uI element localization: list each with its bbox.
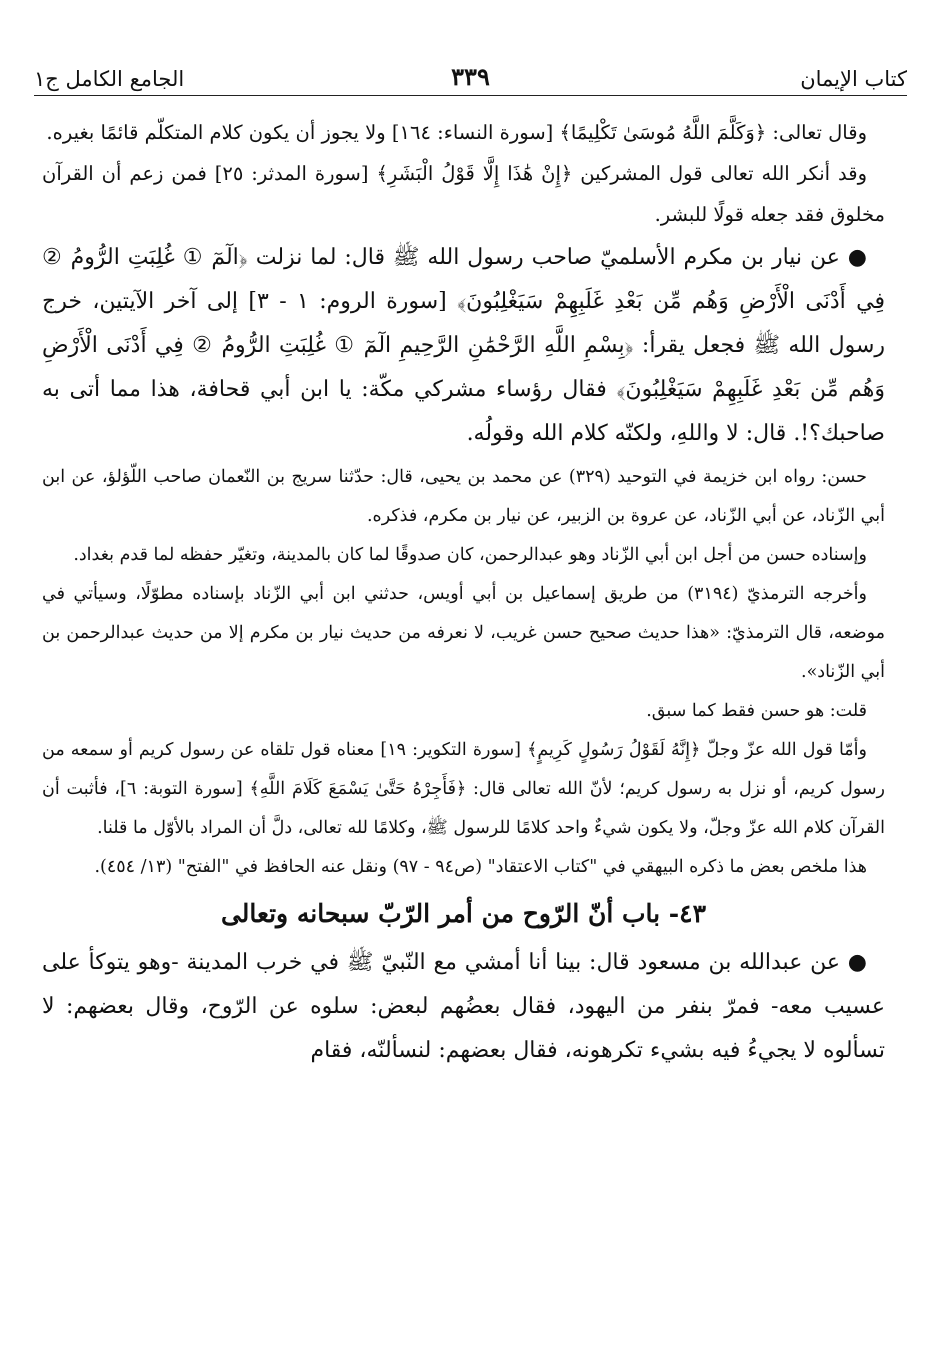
paragraph-kalam: وقال تعالى: ﴿وَكَلَّمَ اللَّهُ مُوسَىٰ تَكْلِيمًا﴾ [سورة النساء: ١٦٤] ولا يجوز أن يكون كلام المتكلّم قائمًا بغيره. [46, 121, 867, 144]
author-comment: قلت: هو حسن فقط كما سبق. [646, 701, 867, 721]
header-book-title: كتاب الإيمان [800, 67, 907, 91]
takhrij-note: حسن: رواه ابن خزيمة في التوحيد (٣٢٩) عن محمد بن يحيى، قال: حدّثنا سريج بن النّعمان صاحب اللّؤلؤ، عن ابن أبي الزّناد، عن أبي الزّناد، عن عروة بن الزبير، عن نيار بن مكرم، فذكره. [42, 467, 885, 526]
isnad-note: وإسناده حسن من أجل ابن أبي الزّناد وهو عبدالرحمن، كان صدوقًا لما كان بالمدينة، وتغيّر حفظه لما قدم بغداد. [73, 545, 867, 565]
hadith-ibn-masud: ● عن عبدالله بن مسعود قال: بينا أنا أمشي مع النّبيّ ﷺ في خرب المدينة -وهو يتوكأ على عسيب معه- فمرّ بنفر من اليهود، فقال بعضُهم لبعض: سلوه عن الرّوح، وقال بعضهم: لا تسألوه لا يجيءُ فيه بشيء تكرهونه، فقال بعضهم: لنسألنّه، فقام [42, 950, 885, 1063]
header-volume-title: الجامع الكامل ج١ [34, 67, 185, 91]
source-note: هذا ملخص بعض ما ذكره البيهقي في "كتاب الاعتقاد" (ص٩٤ - ٩٧) ونقل عنه الحافظ في "الفتح" (١٣/ ٤٥٤). [94, 857, 867, 877]
page-number: ٣٣٩ [451, 62, 490, 91]
tirmidhi-note: وأخرجه الترمذيّ (٣١٩٤) من طريق إسماعيل بن أبي أويس، حدثني ابن أبي الزّناد بإسناده مطوّلًا، وسيأتي في موضعه، قال الترمذيّ: «هذا حديث صحيح حسن غريب، لا نعرفه من حديث نيار بن مكرم إلا من حديث عبدالرحمن بن أبي الزّناد». [42, 584, 885, 682]
chapter-heading: ٤٣- باب أنّ الرّوح من أمر الرّبّ سبحانه وتعالى [220, 899, 707, 928]
explanation-note: وأمّا قول الله عزّ وجلّ ﴿إِنَّهُ لَقَوْلُ رَسُولٍ كَرِيمٍ﴾ [سورة التكوير: ١٩] معناه قول تلقاه عن رسول كريم أو سمعه من رسول كريم، أو نزل به رسول كريم؛ لأنّ الله تعالى قال: ﴿فَأَجِرْهُ حَتَّىٰ يَسْمَعَ كَلَامَ اللَّهِ﴾ [سورة التوبة: ٦]، فأثبت أن القرآن كلام الله عزّ وجلّ، ولا يكون شيءٌ واحد كلامًا للرسول ﷺ، وكلامًا لله تعالى، دلَّ أن المراد بالأوّل ما قلنا. [42, 740, 885, 838]
paragraph-qawl-bashar: وقد أنكر الله تعالى قول المشركين ﴿إِنْ هَٰذَا إِلَّا قَوْلُ الْبَشَرِ﴾ [سورة المدثر: ٢٥] فمن زعم أن القرآن مخلوق فقد جعله قولًا للبشر. [42, 162, 885, 226]
hadith-niyar: ● عن نيار بن مكرم الأسلميّ صاحب رسول الله ﷺ قال: لما نزلت ﴿الٓمٓ ① غُلِبَتِ الرُّومُ ② فِي أَدْنَى الْأَرْضِ وَهُم مِّن بَعْدِ غَلَبِهِمْ سَيَغْلِبُونَ﴾ [سورة الروم: ١ - ٣] إلى آخر الآيتين، خرج رسول الله ﷺ فجعل يقرأ: ﴿بِسْمِ اللَّهِ الرَّحْمَٰنِ الرَّحِيمِ الٓمٓ ① غُلِبَتِ الرُّومُ ② فِي أَدْنَى الْأَرْضِ وَهُم مِّن بَعْدِ غَلَبِهِمْ سَيَغْلِبُونَ﴾ فقال رؤساء مشركي مكّة: يا ابن أبي قحافة، هذا مما أتى به صاحبك؟!. قال: لا واللهِ، ولكنّه كلام الله وقولُه. [42, 245, 886, 446]
page-content [42, 112, 885, 1073]
page-header [34, 50, 907, 96]
